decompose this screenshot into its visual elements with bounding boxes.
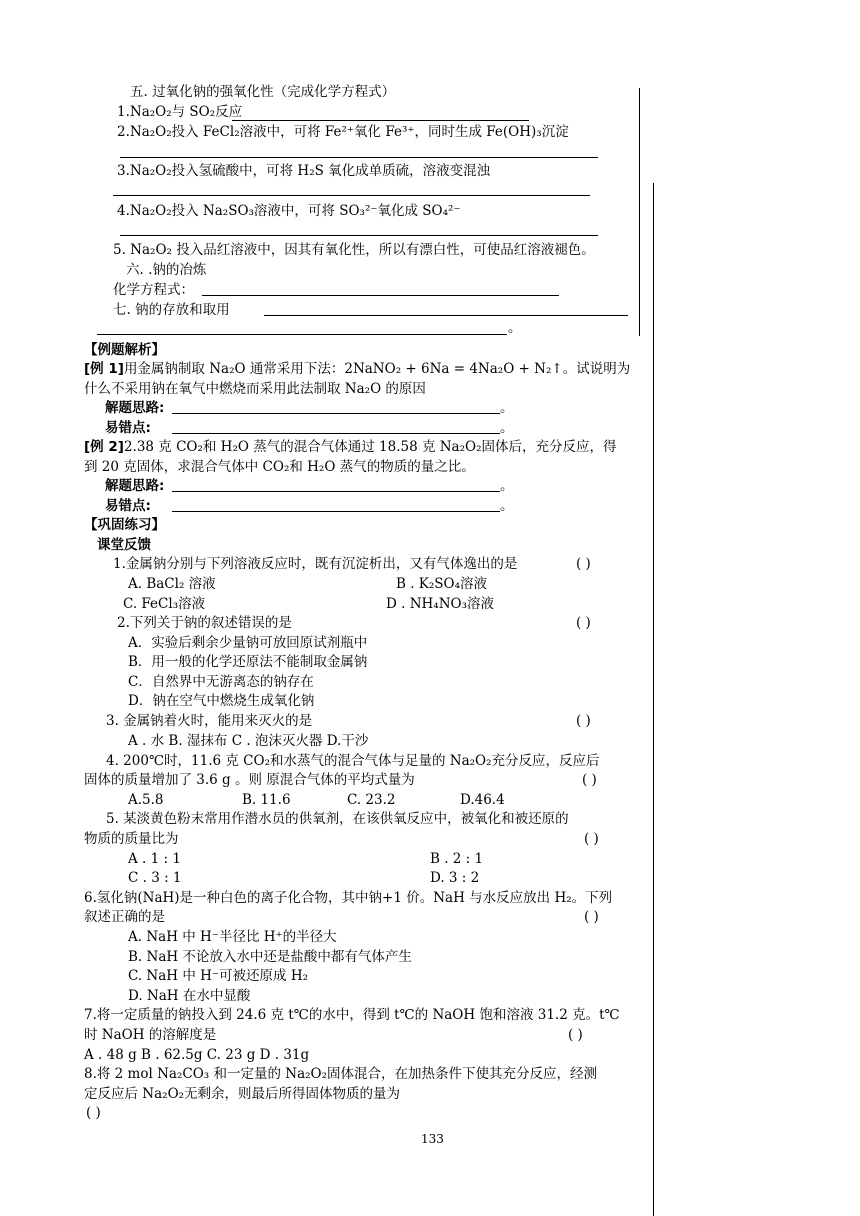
s5-item-1: 1.Na₂O₂与 SO₂反应 <box>117 104 243 120</box>
answer-paren: ( ) <box>86 1105 101 1121</box>
q2-option-a: A．实验后剩余少量钠可放回原试剂瓶中 <box>128 635 368 651</box>
think-label: 解题思路: <box>105 478 165 494</box>
error-label: 易错点: <box>105 498 151 514</box>
q6-option-a: A. NaH 中 H⁻半径比 H⁺的半径大 <box>128 929 337 945</box>
example1-tag: [例 1] <box>84 361 124 377</box>
q3-options: A . 水 B. 湿抹布 C . 泡沫灭火器 D.干沙 <box>128 733 369 749</box>
example2-line2: 到 20 克固体，求混合气体中 CO₂和 H₂O 蒸气的物质的量之比。 <box>84 459 475 475</box>
answer-paren: ( ) <box>568 1027 583 1043</box>
example2-tag: [例 2] <box>84 439 124 455</box>
q7-options: A . 48 g B . 62.5g C. 23 g D . 31g <box>84 1047 310 1063</box>
q4-option-c: C. 23.2 <box>347 792 396 808</box>
think-label: 解题思路: <box>105 400 165 416</box>
practice-header: 【巩固练习】 <box>84 517 165 533</box>
q3-stem: 3. 金属钠着火时，能用来灭火的是 <box>106 713 313 729</box>
q5-stem-line1: 5. 某淡黄色粉末常用作潜水员的供氧剂，在该供氧反应中，被氧化和被还原的 <box>106 811 569 827</box>
q8-stem-line2: 定反应后 Na₂O₂无剩余，则最后所得固体物质的量为 <box>84 1086 401 1102</box>
answer-paren: ( ) <box>584 831 599 847</box>
answer-line <box>172 511 500 512</box>
answer-line <box>202 295 559 296</box>
page-number: 133 <box>421 1132 444 1146</box>
section6-title: 六. .钠的冶炼 <box>126 262 207 278</box>
feedback-label: 课堂反馈 <box>97 537 151 553</box>
example2-text: 2.38 克 CO₂和 H₂O 蒸气的混合气体通过 18.58 克 Na₂O₂固体后，充分反应，得 <box>123 439 617 455</box>
s5-item-3: 3.Na₂O₂投入氢硫酸中，可将 H₂S 氧化成单质硫，溶液变混浊 <box>117 163 491 179</box>
q1-option-c: C. FeCl₃溶液 <box>123 596 206 612</box>
q6-stem-line1: 6.氢化钠(NaH)是一种白色的离子化合物，其中钠+1 价。NaH 与水反应放出 H₂。下列 <box>84 890 613 906</box>
q8-stem-line1: 8.将 2 mol Na₂CO₃ 和一定量的 Na₂O₂固体混合，在加热条件下使其充分反应，经测 <box>84 1066 598 1082</box>
q4-option-d: D.46.4 <box>460 792 505 808</box>
s5-item-2: 2.Na₂O₂投入 FeCl₂溶液中，可将 Fe²⁺氧化 Fe³⁺，同时生成 Fe(OH)₃沉淀 <box>117 124 569 140</box>
q2-stem: 2.下列关于钠的叙述错误的是 <box>117 615 292 631</box>
period: 。 <box>500 420 514 436</box>
period: 。 <box>508 320 522 336</box>
margin-line-lower <box>653 183 654 1216</box>
s5-item-4: 4.Na₂O₂投入 Na₂SO₃溶液中，可将 SO₃²⁻氧化成 SO₄²⁻ <box>117 203 461 219</box>
q5-option-b: B . 2 : 1 <box>430 851 484 867</box>
answer-paren: ( ) <box>584 909 599 925</box>
s5-item-5: 5. Na₂O₂ 投入品红溶液中，因其有氧化性，所以有漂白性，可使品红溶液褪色。 <box>113 242 595 258</box>
example-header: 【例题解析】 <box>84 342 165 358</box>
q6-option-d: D. NaH 在水中显酸 <box>128 988 251 1004</box>
period: 。 <box>500 400 514 416</box>
margin-line-upper <box>639 88 640 336</box>
q4-option-b: B. 11.6 <box>242 792 291 808</box>
period: 。 <box>500 498 514 514</box>
q5-option-c: C . 3 : 1 <box>128 870 182 886</box>
answer-line <box>264 315 628 316</box>
q1-option-a: A. BaCl₂ 溶液 <box>128 576 216 592</box>
q5-option-d: D. 3 : 2 <box>430 870 480 886</box>
q2-option-d: D．钠在空气中燃烧生成氧化钠 <box>128 693 315 709</box>
s6-equation-label: 化学方程式： <box>113 282 194 298</box>
answer-line <box>232 120 529 121</box>
answer-paren: ( ) <box>576 615 591 631</box>
q7-stem-line2: 时 NaOH 的溶解度是 <box>84 1027 217 1043</box>
example2-line1 <box>84 438 617 456</box>
q1-stem: 1.金属钠分别与下列溶液反应时，既有沉淀析出，又有气体逸出的是 <box>113 556 518 572</box>
q6-stem-line2: 叙述正确的是 <box>84 909 165 925</box>
q5-stem-line2: 物质的质量比为 <box>84 831 179 847</box>
answer-paren: ( ) <box>582 772 597 788</box>
period: 。 <box>500 478 514 494</box>
q5-option-a: A . 1 : 1 <box>128 851 181 867</box>
answer-line <box>97 334 507 335</box>
answer-paren: ( ) <box>576 713 591 729</box>
section7-title: 七. 钠的存放和取用 <box>113 302 230 318</box>
answer-line <box>113 195 590 196</box>
q7-stem-line1: 7.将一定质量的钠投入到 24.6 克 t℃的水中，得到 t℃的 NaOH 饱和溶液 31.2 克。t℃ <box>84 1007 620 1023</box>
answer-line <box>120 157 598 158</box>
section5-title: 五. 过氧化钠的强氧化性（完成化学方程式） <box>130 84 396 100</box>
q4-option-a: A.5.8 <box>128 792 164 808</box>
q6-option-c: C. NaH 中 H⁻可被还原成 H₂ <box>128 968 309 984</box>
example1-line2: 什么不采用钠在氧气中燃烧而采用此法制取 Na₂O 的原因 <box>84 381 426 397</box>
error-label: 易错点: <box>105 420 151 436</box>
example1-text: 用金属钠制取 Na₂O 通常采用下法：2NaNO₂ + 6Na = 4Na₂O + N₂↑。试说明为 <box>123 361 631 377</box>
q2-option-c: C．自然界中无游离态的钠存在 <box>128 674 314 690</box>
answer-line <box>172 491 500 492</box>
example1-line1 <box>84 360 630 378</box>
q2-option-b: B．用一般的化学还原法不能制取金属钠 <box>128 654 368 670</box>
q4-stem-line1: 4. 200℃时，11.6 克 CO₂和水蒸气的混合气体与足量的 Na₂O₂充分反应，反应后 <box>106 753 600 769</box>
answer-line <box>172 413 500 414</box>
q4-stem-line2: 固体的质量增加了 3.6 g 。则 原混合气体的平均式量为 <box>84 772 415 788</box>
answer-line <box>120 235 598 236</box>
answer-paren: ( ) <box>576 556 591 572</box>
q1-option-d: D . NH₄NO₃溶液 <box>386 596 494 612</box>
q6-option-b: B. NaH 不论放入水中还是盐酸中都有气体产生 <box>128 949 412 965</box>
q1-option-b: B . K₂SO₄溶液 <box>396 576 488 592</box>
answer-line <box>172 433 500 434</box>
